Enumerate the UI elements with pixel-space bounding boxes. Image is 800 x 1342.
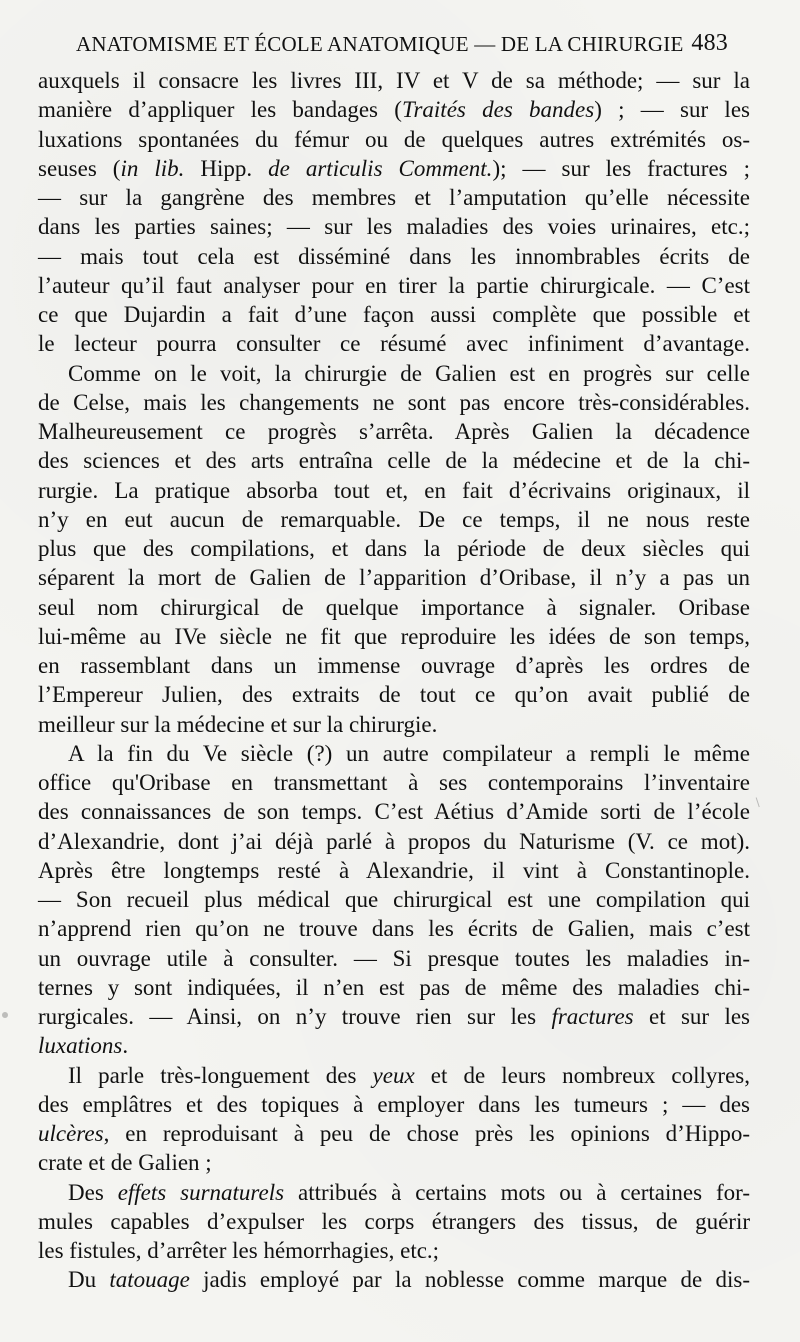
text-line [38, 973, 750, 1002]
text-span: rurgicales. — Ainsi, on n’y trouve rien sur les [38, 1004, 552, 1029]
scan-dot [2, 1012, 8, 1018]
text-line-content: en rassemblant dans un immense ouvrage d’après les ordres de [38, 653, 750, 678]
main-text-block [38, 66, 750, 1295]
text-line-content: office qu'Oribase en transmettant à ses contemporains l’inventaire [38, 770, 750, 795]
text-line-content: des connaissances de son temps. C’est Aétius d’Amide sorti de l’école [38, 799, 750, 825]
text-line [38, 1061, 750, 1090]
text-line-content: lui-même au IVe siècle ne fit que reproduire les idées de son temps, [38, 623, 750, 649]
text-line [38, 95, 750, 124]
italic-title: Traités des bandes [401, 97, 595, 123]
text-span: attribués à certains mots ou à certaines for- [284, 1179, 750, 1205]
text-line [38, 183, 750, 212]
text-line [38, 563, 750, 592]
text-line-content: un ouvrage utile à consulter. — Si presque toutes les maladies in- [38, 945, 750, 971]
text-line [38, 739, 750, 768]
page-number: 483 [691, 30, 728, 56]
text-line-content: plus que des compilations, et dans la période de deux siècles qui [38, 536, 750, 561]
text-line-content: — sur la gangrène des membres et l’amputation qu’elle nécessite [38, 185, 750, 210]
text-line [38, 1090, 750, 1119]
text-line-content: des emplâtres et des topiques à employer dans les tumeurs ; — des [38, 1091, 750, 1117]
text-line [38, 827, 750, 856]
text-span: manière d’appliquer les bandages ( [38, 97, 402, 123]
text-line [38, 300, 750, 329]
italic-word: luxations [38, 1033, 123, 1059]
text-line-content: le lecteur pourra consulter ce résumé avec infiniment d’avantage. [38, 331, 750, 357]
text-line [38, 417, 750, 446]
italic-word: yeux [372, 1062, 415, 1088]
text-line-content: crate et de Galien ; [38, 1150, 212, 1176]
text-line [38, 359, 750, 388]
text-span: seuses ( [38, 155, 121, 181]
text-line-content: A la fin du Ve siècle (?) un autre compilateur a rempli le même [68, 740, 750, 766]
text-line [38, 1207, 750, 1236]
text-line [38, 944, 750, 973]
text-line-content: les fistules, d’arrêter les hémorrhagies, etc.; [38, 1238, 440, 1263]
text-line [38, 1119, 750, 1148]
text-line-content: meilleur sur la médecine et sur la chirurgie. [38, 711, 438, 737]
text-line [38, 534, 750, 563]
text-span: Hipp. [184, 155, 269, 181]
text-line-content: mules capables d’expulser les corps étrangers des tissus, de guérir [38, 1208, 750, 1234]
italic-abbreviation: in lib. [120, 155, 185, 181]
text-line-content: rurgie. La pratique absorba tout et, en fait d’écrivains originaux, il [38, 477, 750, 503]
italic-word: tatouage [109, 1267, 190, 1293]
text-line [38, 1236, 750, 1265]
text-line-content: Après être longtemps resté à Alexandrie, il vint à Constantinople. [38, 857, 750, 883]
text-line [38, 914, 750, 943]
text-line-content: seul nom chirurgical de quelque importance à signaler. Oribase [38, 594, 750, 620]
text-span: . [122, 1033, 129, 1059]
text-line [38, 1178, 750, 1207]
italic-word: ulcères [38, 1121, 104, 1146]
text-span: , en reproduisant à peu de chose près les opinions d’Hippo- [103, 1121, 750, 1146]
text-span: Du [68, 1267, 110, 1293]
text-line-content: ternes y sont indiquées, il n’en est pas de même des maladies chi- [38, 974, 750, 1000]
text-line [38, 622, 750, 651]
text-line-content: dans les parties saines; — sur les maladies des voies urinaires, etc.; [38, 214, 750, 240]
text-span: Des [68, 1179, 118, 1205]
text-line [38, 271, 750, 300]
page-header [38, 30, 750, 66]
text-line [38, 476, 750, 505]
text-line [38, 885, 750, 914]
text-line [38, 593, 750, 622]
text-line-content: séparent la mort de Galien de l’apparition d’Oribase, il n’y a pas un [38, 565, 750, 591]
text-line-content: ce que Dujardin a fait d’une façon aussi complète que possible et [38, 302, 750, 327]
text-line [38, 1031, 750, 1060]
text-line-content: n’apprend rien qu’on ne trouve dans les écrits de Galien, mais c’est [38, 916, 750, 942]
text-line [38, 388, 750, 417]
text-line [38, 1265, 750, 1294]
text-line-content: l’Empereur Julien, des extraits de tout ce qu’on avait publié de [38, 682, 750, 708]
text-line-content: d’Alexandrie, dont j’ai déjà parlé à propos du Naturisme (V. ce mot). [38, 828, 750, 854]
text-line [38, 856, 750, 885]
text-line [38, 797, 750, 826]
text-line-content: l’auteur qu’il faut analyser pour en tirer la partie chirurgicale. — C’est [38, 272, 750, 298]
text-line-content: des sciences et des arts entraîna celle de la médecine et de la chi- [38, 448, 750, 474]
italic-phrase: effets surnaturels [117, 1179, 285, 1205]
text-line [38, 710, 750, 739]
text-line [38, 154, 750, 183]
running-head: ANATOMISME ET ÉCOLE ANATOMIQUE — DE LA CHIRURGIE [76, 32, 684, 56]
text-span: jadis employé par la noblesse comme marque de dis- [189, 1267, 750, 1293]
text-span: ) ; — sur les [594, 97, 750, 123]
text-line [38, 125, 750, 154]
italic-word: fractures [551, 1004, 634, 1029]
text-span: et de leurs nombreux collyres, [414, 1062, 750, 1088]
text-line-content: de Celse, mais les changements ne sont pas encore très-considérables. [38, 389, 750, 415]
text-span: ); — sur les fractures ; [492, 155, 751, 181]
text-line [38, 242, 750, 271]
text-line-content: luxations spontanées du fémur ou de quelques autres extrémités os- [38, 126, 750, 152]
scan-mark [756, 795, 768, 807]
text-line [38, 1148, 750, 1177]
text-line [38, 446, 750, 475]
italic-title: de articulis Comment. [268, 155, 493, 181]
text-line-content: Comme on le voit, la chirurgie de Galien est en progrès sur celle [68, 360, 750, 386]
text-line [38, 329, 750, 358]
text-line-content: Malheureusement ce progrès s’arrêta. Après Galien la décadence [38, 419, 750, 444]
text-line-content: — Son recueil plus médical que chirurgical est une compilation qui [38, 887, 750, 912]
text-line [38, 66, 750, 95]
text-span: Il parle très-longuement des [68, 1062, 373, 1088]
text-line [38, 505, 750, 534]
text-line-content: n’y en eut aucun de remarquable. De ce temps, il ne nous reste [38, 506, 750, 532]
text-line [38, 651, 750, 680]
text-line-content: — mais tout cela est disséminé dans les innombrables écrits de [38, 243, 750, 269]
text-line [38, 680, 750, 709]
text-span: et sur les [633, 1004, 750, 1029]
text-line [38, 212, 750, 241]
text-line [38, 1002, 750, 1031]
text-line-content: auxquels il consacre les livres III, IV et V de sa méthode; — sur la [38, 68, 750, 93]
text-line [38, 768, 750, 797]
